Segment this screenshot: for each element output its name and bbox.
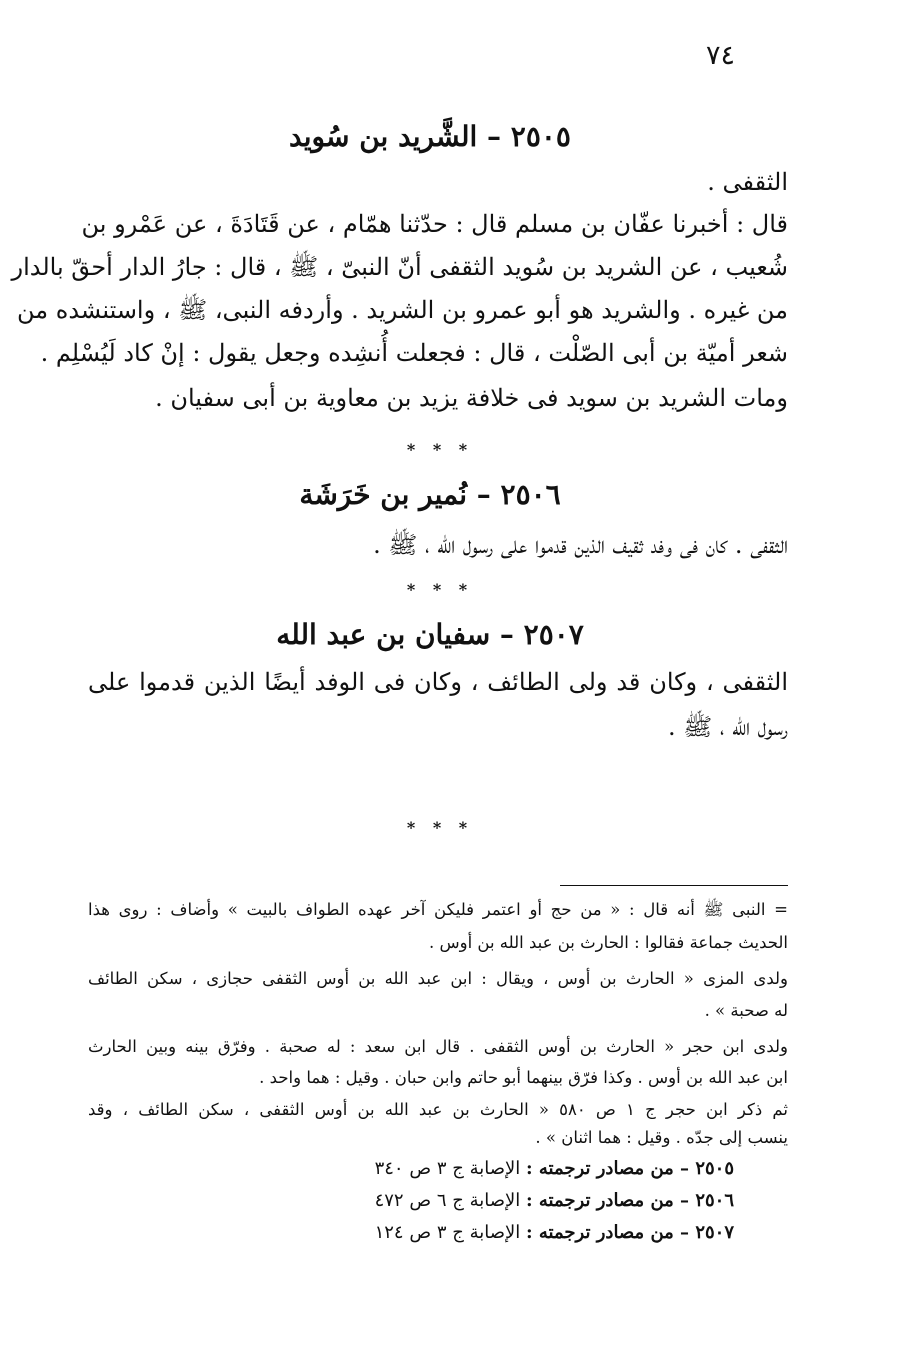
footnote-line: له صحبة » . <box>704 1001 788 1020</box>
footnote-line: = النبى ﷺ أنه قال : « من حج أو اعتمر فليكن آخر عهده الطواف بالبيت » وأضاف : روى هذا <box>88 900 788 919</box>
entry-2505-line: قال : أخبرنا عفّان بن مسلم قال : حدّثنا همّام ، عن قَتَادَةَ ، عن عَمْرو بن <box>81 210 788 238</box>
source-line-2505 <box>375 1158 734 1179</box>
source-line-2506 <box>375 1190 734 1211</box>
footnote-line: ابن عبد الله بن أوس . وكذا فرّق بينهما أبو حاتم وابن حبان . وقيل : هما واحد . <box>259 1068 788 1087</box>
footnote-line: الحديث جماعة فقالوا : الحارث بن عبد الله بن أوس . <box>428 933 788 952</box>
entry-heading-2506: ٢٥٠٦ – نُمير بن خَرَشَة <box>299 478 561 511</box>
source-label: ٢٥٠٥ – من مصادر ترجمته : <box>526 1158 734 1179</box>
source-ref: الإصابة ج ٣ ص ١٢٤ <box>374 1222 521 1243</box>
footnote-line: ولدى المزى « الحارث بن أوس ، ويقال : ابن عبد الله بن أوس الثقفى حجازى ، سكن الطائف <box>88 969 788 988</box>
entry-2505-line: شُعيب ، عن الشريد بن سُويد الثقفى أنّ النبىّ ، ﷺ ، قال : جارُ الدار أحقّ بالدار <box>11 253 788 281</box>
entry-2505-line: ومات الشريد بن سويد فى خلافة يزيد بن معاوية بن أبى سفيان . <box>155 384 788 412</box>
footnote-line: ولدى ابن حجر « الحارث بن أوس الثقفى . قال ابن سعد : له صحبة . وفرّق بينه وبين الحارث <box>88 1037 788 1056</box>
entry-2507-line: الثقفى ، وكان قد ولى الطائف ، وكان فى الوفد أيضًا الذين قدموا على <box>88 668 789 696</box>
entry-2507-line: رسول الله ، ﷺ . <box>667 713 788 741</box>
page-number: ٧٤ <box>706 40 736 71</box>
footnote-line: ثم ذكر ابن حجر ج ١ ص ٥٨٠ « الحارث بن عبد الله بن أوس الثقفى ، سكن الطائف ، وقد <box>88 1100 788 1119</box>
source-label: ٢٥٠٧ – من مصادر ترجمته : <box>526 1222 734 1243</box>
entry-2505-line: الثقفى . <box>707 168 788 196</box>
entry-heading-2505: ٢٥٠٥ – الشَّريد بن سُويد <box>289 120 571 153</box>
source-label: ٢٥٠٦ – من مصادر ترجمته : <box>526 1190 734 1211</box>
entry-2506-line: الثقفى . كان فى وفد ثقيف الذين قدموا على رسول الله ، ﷺ . <box>373 531 788 559</box>
footnote-line: ينسب إلى جدّه . وقيل : هما اثنان » . <box>535 1128 788 1147</box>
section-separator: * * * <box>406 580 474 599</box>
entry-2505-line: من غيره . والشريد هو أبو عمرو بن الشريد . وأردفه النبى، ﷺ ، واستنشده من <box>17 296 788 324</box>
entry-2505-line: شعر أميّة بن أبى الصّلْت ، قال : فجعلت أُنشِده وجعل يقول : إنْ كاد لَيُسْلِم . <box>40 339 788 367</box>
source-ref: الإصابة ج ٦ ص ٤٧٢ <box>374 1190 521 1211</box>
source-ref: الإصابة ج ٣ ص ٣٤٠ <box>374 1158 521 1179</box>
section-separator: * * * <box>406 440 474 459</box>
section-separator: * * * <box>406 818 474 837</box>
entry-heading-2507: ٢٥٠٧ – سفيان بن عبد الله <box>276 618 584 651</box>
source-line-2507 <box>375 1222 734 1243</box>
footnote-rule <box>560 885 788 886</box>
